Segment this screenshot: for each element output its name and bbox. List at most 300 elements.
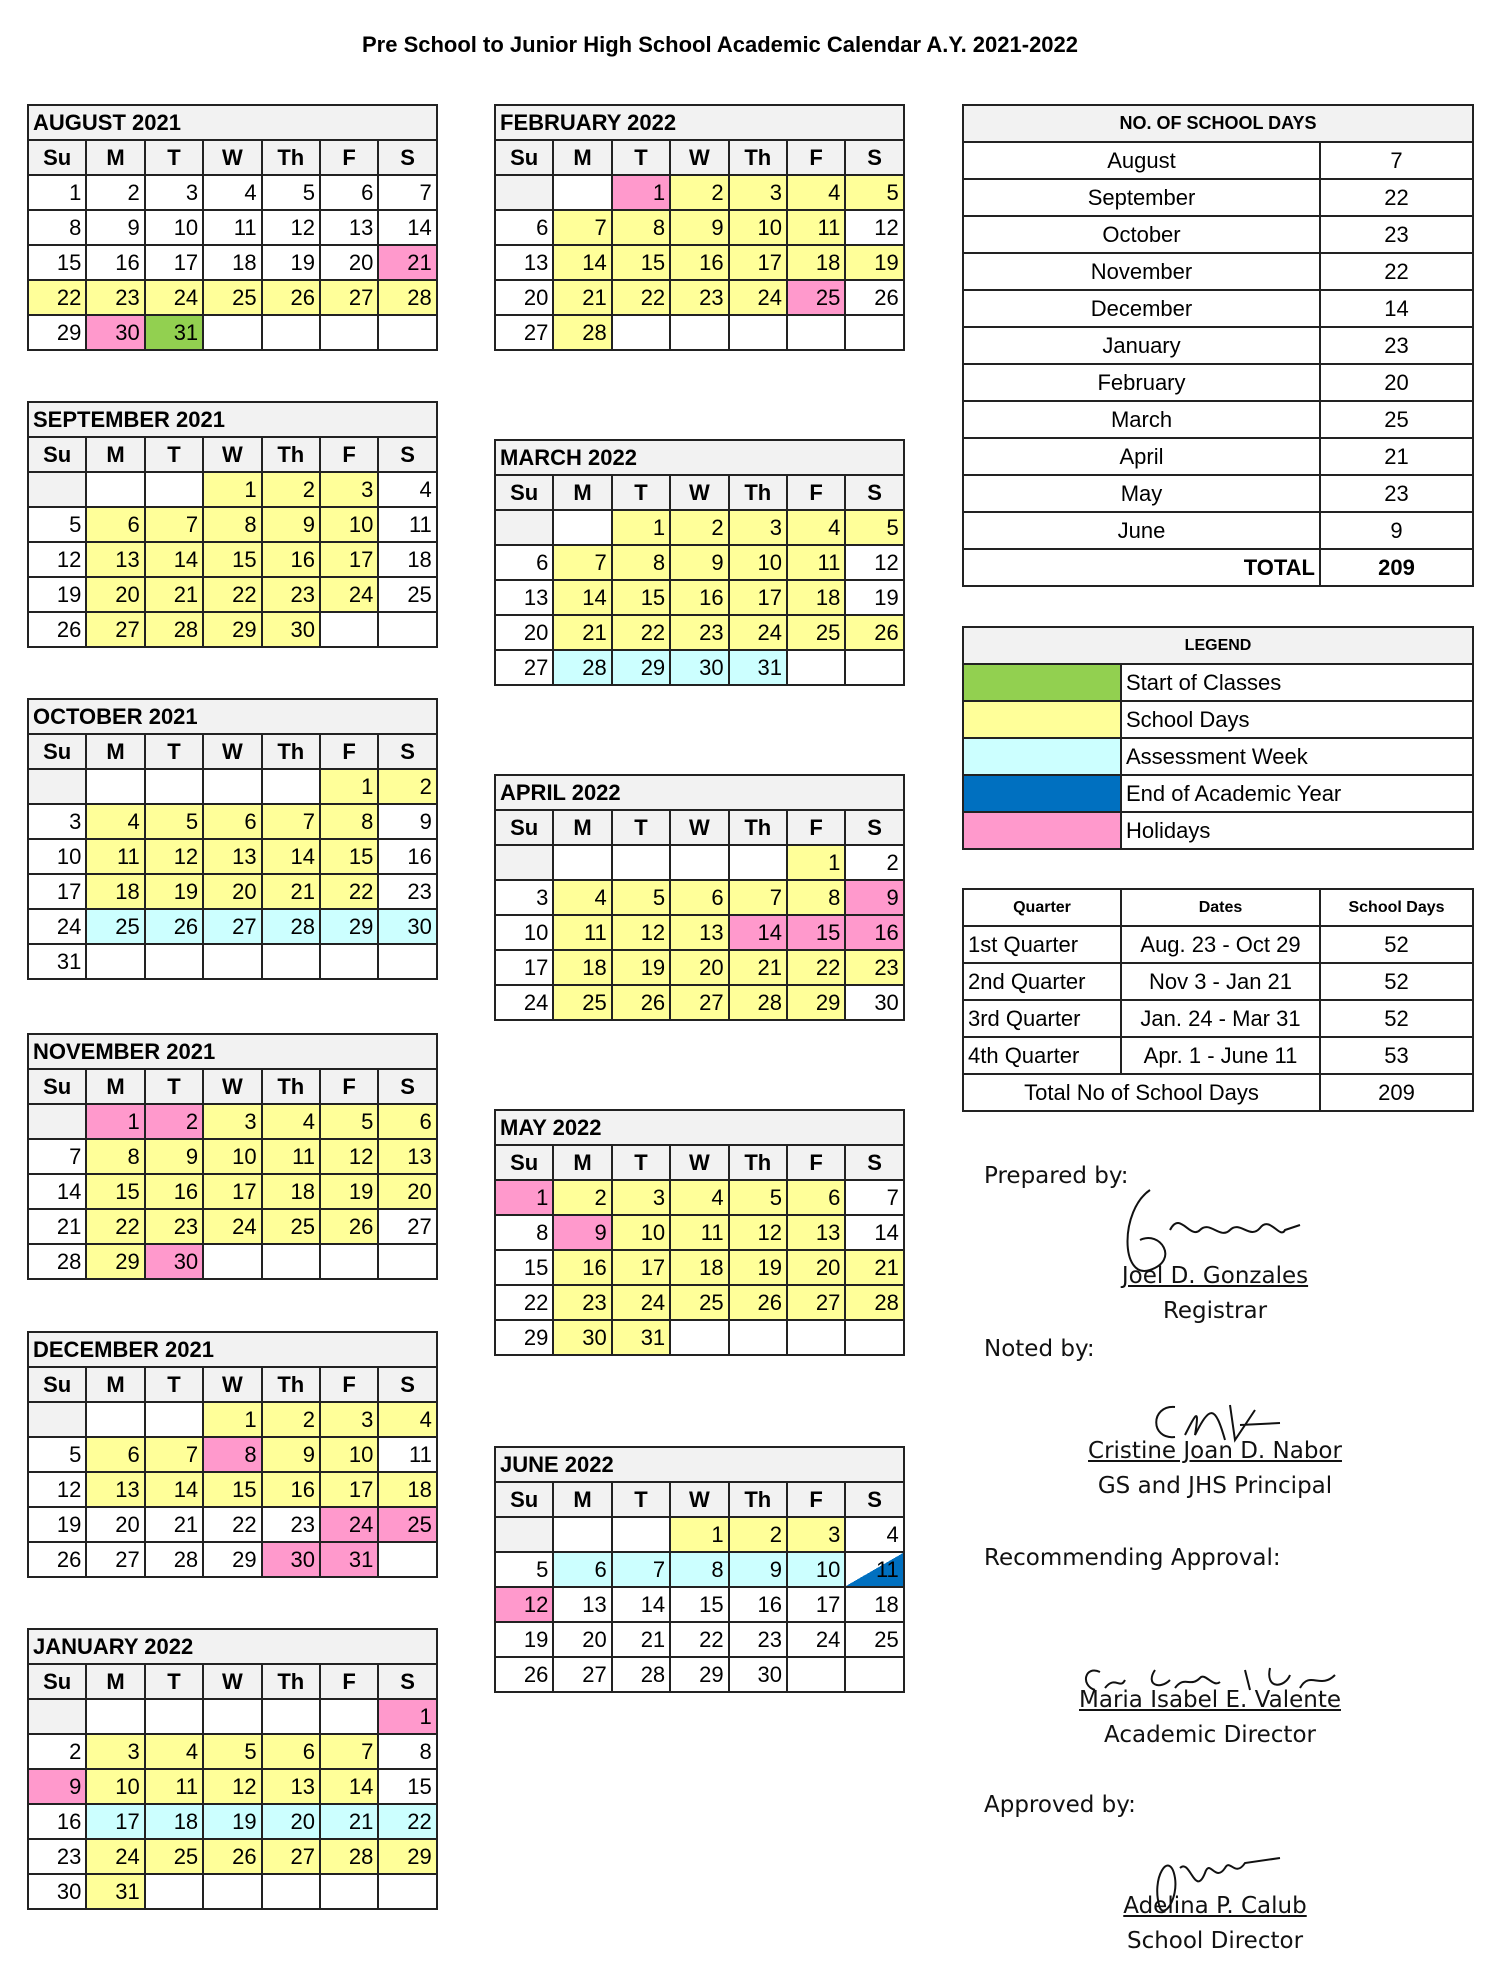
approved-by-title: School Director — [1126, 1928, 1304, 1954]
day-cell: 17 — [495, 950, 553, 985]
day-cell — [203, 769, 261, 804]
day-cell: 22 — [320, 874, 378, 909]
day-cell: 4 — [787, 175, 845, 210]
day-cell: 3 — [145, 175, 203, 210]
day-cell: 30 — [262, 612, 320, 647]
day-cell: 14 — [729, 915, 787, 950]
day-cell — [28, 1104, 86, 1139]
legend-label: School Days — [1121, 701, 1473, 738]
quarters-total-value: 209 — [1320, 1074, 1473, 1111]
month-title: APRIL 2022 — [495, 775, 904, 810]
day-cell: 15 — [28, 245, 86, 280]
day-cell — [495, 1517, 553, 1552]
prepared-by-label: Prepared by: — [984, 1163, 1129, 1189]
school-days-row — [963, 253, 1473, 290]
day-cell — [203, 1874, 261, 1909]
day-cell — [86, 769, 144, 804]
day-cell: 18 — [145, 1804, 203, 1839]
day-header: W — [670, 810, 728, 845]
day-cell: 8 — [320, 804, 378, 839]
day-cell: 22 — [203, 1507, 261, 1542]
day-cell: 7 — [145, 1437, 203, 1472]
month-title: JUNE 2022 — [495, 1447, 904, 1482]
month-calendar — [27, 698, 438, 980]
day-cell — [28, 1699, 86, 1734]
day-cell — [28, 1402, 86, 1437]
day-cell: 1 — [320, 769, 378, 804]
day-header: S — [845, 1145, 903, 1180]
legend-item — [963, 812, 1473, 849]
month-calendar — [27, 401, 438, 648]
day-cell — [262, 1244, 320, 1279]
day-cell: 18 — [378, 1472, 436, 1507]
day-cell: 29 — [378, 1839, 436, 1874]
day-header: W — [203, 140, 261, 175]
day-header: Th — [729, 1145, 787, 1180]
day-cell: 1 — [86, 1104, 144, 1139]
day-cell: 28 — [28, 1244, 86, 1279]
day-cell: 9 — [28, 1769, 86, 1804]
month-calendar — [494, 1109, 905, 1356]
school-days-table — [962, 104, 1474, 587]
day-cell: 1 — [612, 510, 670, 545]
day-cell: 16 — [28, 1804, 86, 1839]
day-header: Th — [262, 734, 320, 769]
quarter-days: 53 — [1320, 1037, 1473, 1074]
day-cell: 26 — [320, 1209, 378, 1244]
day-cell: 2 — [845, 845, 903, 880]
month-title: MARCH 2022 — [495, 440, 904, 475]
day-cell: 29 — [320, 909, 378, 944]
day-cell: 8 — [495, 1215, 553, 1250]
day-cell: 9 — [262, 507, 320, 542]
day-cell: 25 — [262, 1209, 320, 1244]
day-cell: 21 — [612, 1622, 670, 1657]
quarters-total-label: Total No of School Days — [963, 1074, 1320, 1111]
day-header: M — [553, 475, 611, 510]
day-cell: 24 — [145, 280, 203, 315]
day-cell: 12 — [28, 1472, 86, 1507]
day-cell: 8 — [378, 1734, 436, 1769]
day-cell: 2 — [670, 510, 728, 545]
day-cell — [145, 769, 203, 804]
legend-item — [963, 775, 1473, 812]
day-cell — [729, 845, 787, 880]
day-count: 23 — [1320, 327, 1473, 364]
legend-label: End of Academic Year — [1121, 775, 1473, 812]
day-cell: 29 — [495, 1320, 553, 1355]
day-cell: 20 — [670, 950, 728, 985]
day-header: T — [145, 437, 203, 472]
day-cell: 16 — [262, 1472, 320, 1507]
quarter-row — [963, 926, 1473, 963]
day-cell: 27 — [86, 1542, 144, 1577]
quarter-name: 1st Quarter — [963, 926, 1121, 963]
day-cell: 19 — [495, 1622, 553, 1657]
day-cell — [845, 1320, 903, 1355]
day-cell: 24 — [729, 615, 787, 650]
day-cell: 1 — [378, 1699, 436, 1734]
day-cell: 6 — [262, 1734, 320, 1769]
day-cell: 8 — [86, 1139, 144, 1174]
day-cell: 7 — [845, 1180, 903, 1215]
day-cell: 30 — [86, 315, 144, 350]
month-calendar — [494, 1446, 905, 1693]
day-cell: 14 — [262, 839, 320, 874]
day-header: S — [845, 810, 903, 845]
day-header: Su — [28, 437, 86, 472]
day-cell: 13 — [495, 580, 553, 615]
day-cell: 2 — [729, 1517, 787, 1552]
day-cell: 28 — [145, 612, 203, 647]
day-cell: 14 — [145, 542, 203, 577]
day-cell: 19 — [28, 1507, 86, 1542]
day-cell: 29 — [203, 1542, 261, 1577]
day-cell — [553, 175, 611, 210]
day-cell: 20 — [203, 874, 261, 909]
day-cell: 25 — [378, 577, 436, 612]
legend-item — [963, 701, 1473, 738]
day-cell — [203, 1699, 261, 1734]
day-cell: 2 — [145, 1104, 203, 1139]
day-cell: 19 — [262, 245, 320, 280]
day-cell: 4 — [145, 1734, 203, 1769]
day-cell: 23 — [262, 1507, 320, 1542]
quarter-dates: Nov 3 - Jan 21 — [1121, 963, 1320, 1000]
day-cell: 18 — [553, 950, 611, 985]
day-cell: 27 — [670, 985, 728, 1020]
day-cell: 26 — [612, 985, 670, 1020]
month-title: NOVEMBER 2021 — [28, 1034, 437, 1069]
day-cell: 9 — [145, 1139, 203, 1174]
day-cell — [28, 472, 86, 507]
day-cell — [262, 1699, 320, 1734]
day-cell: 16 — [86, 245, 144, 280]
day-cell: 17 — [729, 245, 787, 280]
day-count: 21 — [1320, 438, 1473, 475]
day-cell: 26 — [145, 909, 203, 944]
day-cell: 18 — [670, 1250, 728, 1285]
day-cell: 24 — [86, 1839, 144, 1874]
day-cell: 12 — [203, 1769, 261, 1804]
day-header: F — [320, 140, 378, 175]
legend-item — [963, 664, 1473, 701]
day-cell — [145, 1402, 203, 1437]
day-cell: 1 — [203, 1402, 261, 1437]
day-cell: 21 — [729, 950, 787, 985]
day-header: S — [845, 140, 903, 175]
day-header: W — [203, 437, 261, 472]
day-cell: 16 — [670, 245, 728, 280]
legend-swatch — [963, 812, 1121, 849]
day-cell: 14 — [28, 1174, 86, 1209]
day-cell: 2 — [670, 175, 728, 210]
day-cell: 6 — [553, 1552, 611, 1587]
day-cell: 9 — [553, 1215, 611, 1250]
day-cell: 15 — [203, 1472, 261, 1507]
month-name: August — [963, 142, 1320, 179]
day-cell — [320, 1244, 378, 1279]
day-cell: 7 — [320, 1734, 378, 1769]
day-cell — [203, 944, 261, 979]
day-cell: 4 — [86, 804, 144, 839]
day-cell — [145, 472, 203, 507]
day-header: S — [845, 475, 903, 510]
day-cell: 7 — [553, 210, 611, 245]
day-cell: 12 — [145, 839, 203, 874]
day-header: F — [787, 140, 845, 175]
day-cell: 5 — [612, 880, 670, 915]
day-header: W — [203, 1069, 261, 1104]
day-header: M — [86, 1367, 144, 1402]
day-cell: 7 — [28, 1139, 86, 1174]
day-cell: 22 — [612, 615, 670, 650]
day-cell: 23 — [670, 615, 728, 650]
day-cell: 24 — [203, 1209, 261, 1244]
day-cell — [378, 1874, 436, 1909]
school-days-row — [963, 401, 1473, 438]
day-header: F — [320, 437, 378, 472]
day-cell: 11 — [262, 1139, 320, 1174]
day-cell: 23 — [670, 280, 728, 315]
day-cell: 8 — [612, 210, 670, 245]
day-cell: 27 — [378, 1209, 436, 1244]
school-days-row — [963, 327, 1473, 364]
month-name: September — [963, 179, 1320, 216]
day-header: T — [612, 810, 670, 845]
day-cell: 5 — [320, 1104, 378, 1139]
day-cell: 19 — [845, 580, 903, 615]
day-cell: 11 — [670, 1215, 728, 1250]
day-cell: 13 — [86, 542, 144, 577]
day-cell: 23 — [28, 1839, 86, 1874]
day-cell: 9 — [378, 804, 436, 839]
day-count: 23 — [1320, 216, 1473, 253]
day-count: 9 — [1320, 512, 1473, 549]
day-cell: 18 — [378, 542, 436, 577]
day-cell: 5 — [845, 175, 903, 210]
recommending-approval-name: Maria Isabel E. Valente — [1079, 1687, 1341, 1713]
day-cell: 13 — [378, 1139, 436, 1174]
day-cell: 6 — [495, 545, 553, 580]
day-cell: 26 — [262, 280, 320, 315]
day-cell: 4 — [845, 1517, 903, 1552]
day-cell: 4 — [378, 472, 436, 507]
day-cell: 21 — [145, 577, 203, 612]
school-days-row — [963, 179, 1473, 216]
day-cell: 19 — [28, 577, 86, 612]
day-header: M — [86, 734, 144, 769]
day-cell: 13 — [495, 245, 553, 280]
day-header: S — [378, 734, 436, 769]
day-cell: 17 — [729, 580, 787, 615]
day-cell: 10 — [145, 210, 203, 245]
day-cell: 15 — [612, 580, 670, 615]
day-header: Su — [495, 475, 553, 510]
day-cell: 2 — [262, 472, 320, 507]
day-header: W — [670, 1482, 728, 1517]
day-cell: 11 — [203, 210, 261, 245]
quarter-name: 3rd Quarter — [963, 1000, 1121, 1037]
day-cell: 28 — [320, 1839, 378, 1874]
day-cell: 5 — [28, 1437, 86, 1472]
day-header: Th — [262, 1664, 320, 1699]
day-cell: 16 — [378, 839, 436, 874]
month-title: DECEMBER 2021 — [28, 1332, 437, 1367]
day-header: T — [145, 734, 203, 769]
legend-swatch — [963, 701, 1121, 738]
day-cell: 21 — [845, 1250, 903, 1285]
day-cell: 6 — [86, 1437, 144, 1472]
day-cell: 26 — [495, 1657, 553, 1692]
recommending-approval-title: Academic Director — [1104, 1722, 1316, 1748]
day-cell: 26 — [845, 615, 903, 650]
day-cell: 22 — [495, 1285, 553, 1320]
day-cell — [320, 944, 378, 979]
quarter-name: 4th Quarter — [963, 1037, 1121, 1074]
day-cell: 26 — [28, 1542, 86, 1577]
day-cell: 30 — [553, 1320, 611, 1355]
day-cell: 25 — [378, 1507, 436, 1542]
day-header: Th — [729, 810, 787, 845]
day-cell: 16 — [845, 915, 903, 950]
day-cell — [495, 175, 553, 210]
day-cell — [787, 315, 845, 350]
quarter-dates: Aug. 23 - Oct 29 — [1121, 926, 1320, 963]
day-cell: 1 — [495, 1180, 553, 1215]
day-cell — [145, 944, 203, 979]
day-cell — [262, 315, 320, 350]
school-days-row — [963, 512, 1473, 549]
day-cell: 12 — [495, 1587, 553, 1622]
month-title: SEPTEMBER 2021 — [28, 402, 437, 437]
day-cell: 3 — [28, 804, 86, 839]
day-header: T — [612, 1482, 670, 1517]
day-cell — [845, 1657, 903, 1692]
day-cell: 25 — [553, 985, 611, 1020]
day-cell: 16 — [729, 1587, 787, 1622]
day-cell: 15 — [86, 1174, 144, 1209]
day-cell: 24 — [28, 909, 86, 944]
month-title: MAY 2022 — [495, 1110, 904, 1145]
day-cell: 13 — [203, 839, 261, 874]
day-cell: 13 — [262, 1769, 320, 1804]
day-header: S — [378, 140, 436, 175]
day-cell: 22 — [612, 280, 670, 315]
day-cell: 18 — [262, 1174, 320, 1209]
day-cell: 21 — [378, 245, 436, 280]
quarter-name: 2nd Quarter — [963, 963, 1121, 1000]
day-cell: 28 — [553, 315, 611, 350]
day-cell: 7 — [612, 1552, 670, 1587]
day-cell: 16 — [145, 1174, 203, 1209]
month-name: November — [963, 253, 1320, 290]
day-cell: 18 — [787, 245, 845, 280]
day-count: 25 — [1320, 401, 1473, 438]
school-days-row — [963, 290, 1473, 327]
month-calendar — [494, 104, 905, 351]
day-cell: 29 — [28, 315, 86, 350]
day-cell — [320, 612, 378, 647]
day-cell: 27 — [320, 280, 378, 315]
day-cell: 20 — [495, 615, 553, 650]
day-cell — [787, 650, 845, 685]
day-cell: 13 — [553, 1587, 611, 1622]
school-days-row — [963, 475, 1473, 512]
day-header: Su — [28, 1069, 86, 1104]
day-header: Th — [729, 475, 787, 510]
quarters-column-header: Quarter — [963, 889, 1121, 926]
day-cell: 11 — [787, 545, 845, 580]
day-cell: 25 — [670, 1285, 728, 1320]
day-header: Th — [262, 1367, 320, 1402]
quarter-row — [963, 1000, 1473, 1037]
day-cell: 9 — [262, 1437, 320, 1472]
day-cell: 18 — [787, 580, 845, 615]
day-cell: 25 — [145, 1839, 203, 1874]
day-cell — [203, 1244, 261, 1279]
day-cell: 10 — [612, 1215, 670, 1250]
day-cell: 18 — [86, 874, 144, 909]
quarters-table — [962, 888, 1474, 1112]
day-cell: 28 — [145, 1542, 203, 1577]
day-cell: 4 — [787, 510, 845, 545]
day-cell — [378, 1244, 436, 1279]
day-cell: 23 — [145, 1209, 203, 1244]
legend-item — [963, 738, 1473, 775]
day-cell: 4 — [203, 175, 261, 210]
day-cell: 22 — [86, 1209, 144, 1244]
day-cell: 12 — [845, 545, 903, 580]
month-title: OCTOBER 2021 — [28, 699, 437, 734]
day-cell: 4 — [378, 1402, 436, 1437]
day-cell: 8 — [670, 1552, 728, 1587]
quarter-days: 52 — [1320, 1000, 1473, 1037]
day-cell: 15 — [378, 1769, 436, 1804]
day-cell: 13 — [86, 1472, 144, 1507]
day-cell: 20 — [553, 1622, 611, 1657]
day-cell: 24 — [320, 1507, 378, 1542]
day-cell: 28 — [612, 1657, 670, 1692]
day-header: Su — [28, 140, 86, 175]
day-cell: 22 — [787, 950, 845, 985]
day-cell — [320, 1874, 378, 1909]
day-cell — [553, 1517, 611, 1552]
day-cell: 1 — [787, 845, 845, 880]
day-cell: 3 — [86, 1734, 144, 1769]
legend-header: LEGEND — [963, 627, 1473, 664]
day-cell: 2 — [86, 175, 144, 210]
quarter-dates: Apr. 1 - June 11 — [1121, 1037, 1320, 1074]
day-cell: 8 — [28, 210, 86, 245]
day-cell: 24 — [320, 577, 378, 612]
day-cell: 24 — [729, 280, 787, 315]
day-header: M — [86, 1069, 144, 1104]
legend-label: Assessment Week — [1121, 738, 1473, 775]
day-cell: 7 — [378, 175, 436, 210]
day-cell: 14 — [320, 1769, 378, 1804]
day-cell: 14 — [553, 580, 611, 615]
day-header: Su — [28, 1664, 86, 1699]
day-cell: 19 — [845, 245, 903, 280]
day-cell: 13 — [670, 915, 728, 950]
day-header: T — [145, 1367, 203, 1402]
day-cell: 17 — [320, 542, 378, 577]
day-cell: 14 — [378, 210, 436, 245]
day-cell — [86, 1699, 144, 1734]
day-cell — [787, 1320, 845, 1355]
day-header: W — [203, 1367, 261, 1402]
